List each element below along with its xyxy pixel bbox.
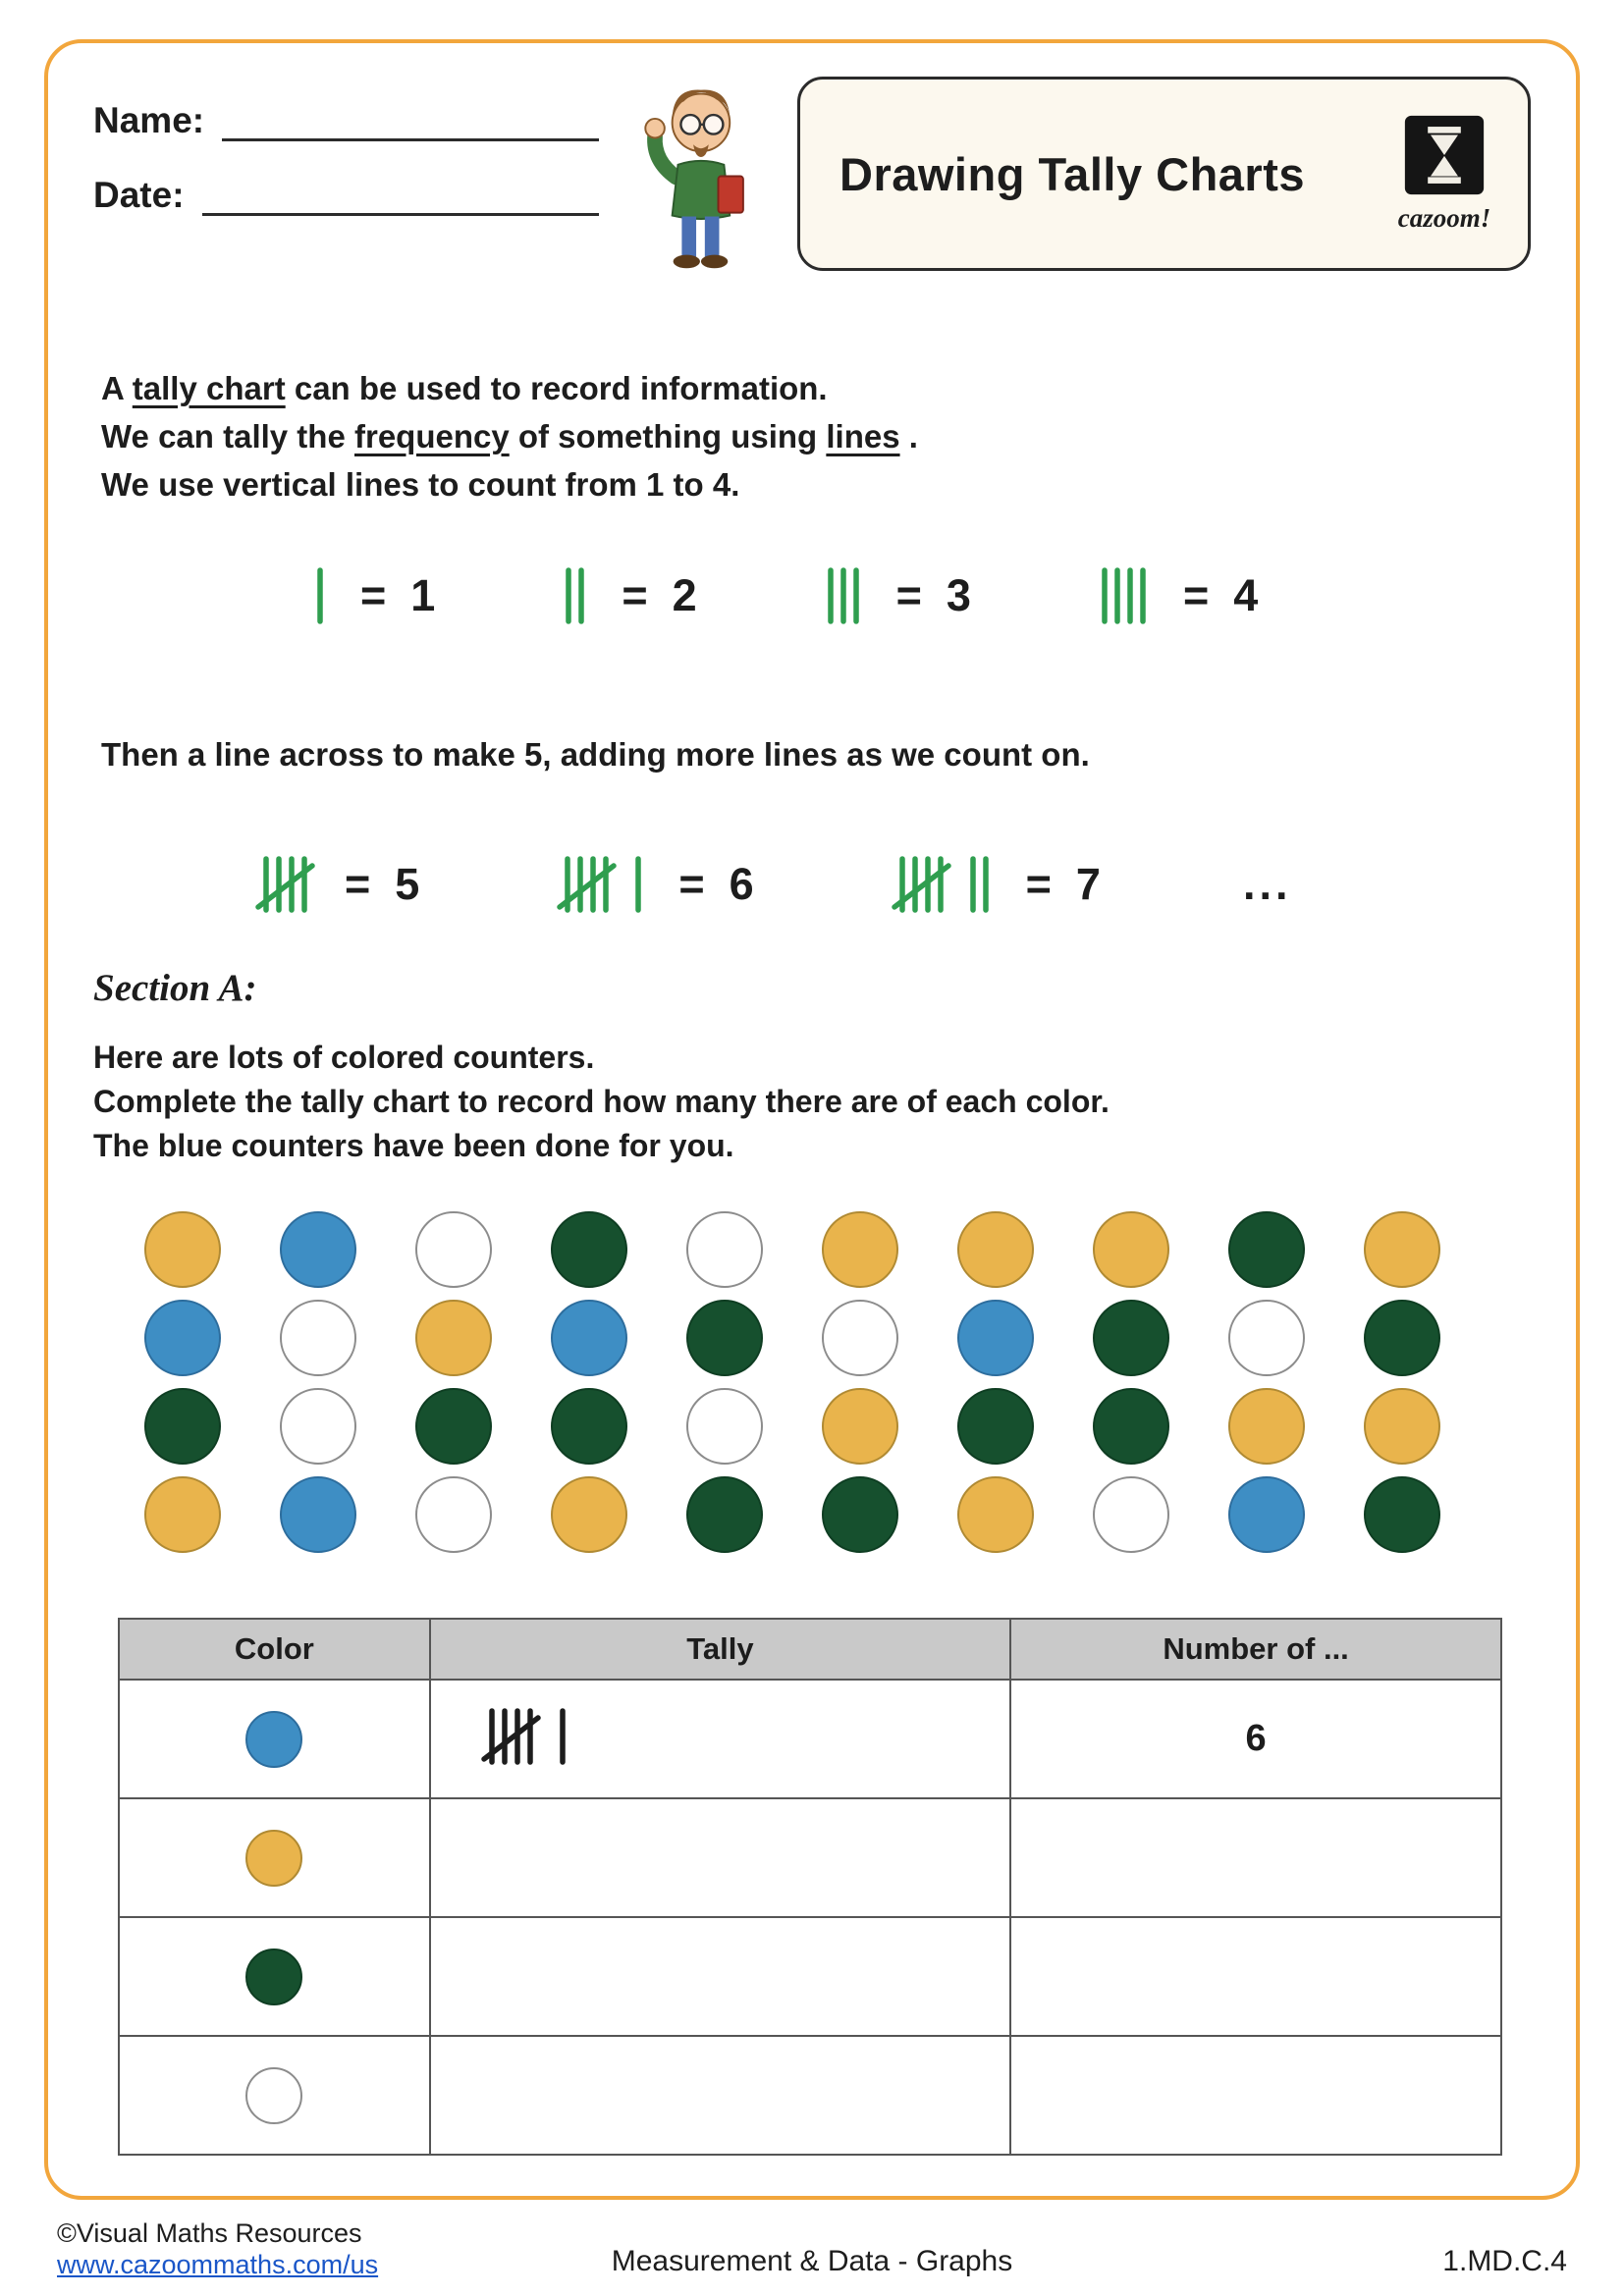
- intro-line-3: We use vertical lines to count from 1 to 4.: [101, 466, 740, 503]
- counter-white: [415, 1476, 492, 1553]
- footer: [57, 2217, 1567, 2280]
- tally-example-2: [563, 566, 696, 625]
- section-a-instructions: [93, 1036, 1531, 1168]
- cell-color-orange: [119, 1798, 430, 1917]
- intro-line-1: A tally chart can be used to record information.: [101, 370, 828, 406]
- tally-value-6: = 6: [678, 859, 754, 909]
- underlined-tally-chart: tally chart: [132, 370, 286, 406]
- tally-marks-1: [314, 566, 339, 625]
- instruction-line-3: The blue counters have been done for you.: [93, 1128, 734, 1163]
- tally-example-3: [825, 566, 971, 625]
- cell-number-orange[interactable]: [1010, 1798, 1501, 1917]
- cell-tally-blue: [430, 1680, 1010, 1798]
- standard-code: 1.MD.C.4: [1442, 2245, 1567, 2277]
- name-label: Name:: [93, 100, 205, 140]
- date-line: [93, 175, 599, 216]
- header: [93, 77, 1531, 278]
- cazoom-logo-text: cazoom!: [1397, 203, 1491, 233]
- counter-green: [957, 1388, 1034, 1465]
- counter-green: [686, 1476, 763, 1553]
- tally-value-5: = 5: [345, 859, 420, 909]
- counter-orange: [957, 1211, 1034, 1288]
- counter-green: [1364, 1476, 1440, 1553]
- tally-marks-2: [563, 566, 600, 625]
- counter-white: [245, 2067, 302, 2124]
- counter-blue: [957, 1300, 1034, 1376]
- tally-marks-4: [1099, 566, 1162, 625]
- counters-grid: [144, 1211, 1440, 1553]
- counter-orange: [144, 1211, 221, 1288]
- counter-orange: [1364, 1388, 1440, 1465]
- cell-number-white[interactable]: [1010, 2036, 1501, 2155]
- counter-blue: [280, 1211, 356, 1288]
- tally-marks-6: [562, 855, 657, 914]
- teacher-illustration: [624, 77, 772, 278]
- footer-topic: Measurement & Data - Graphs: [611, 2245, 1013, 2277]
- counter-green: [1093, 1300, 1169, 1376]
- tally-value-7: = 7: [1025, 859, 1101, 909]
- tally-value-3: = 3: [895, 570, 971, 620]
- tally-marks-7: [896, 855, 1004, 914]
- tally-value-2: = 2: [622, 570, 697, 620]
- tally-value-4: = 4: [1182, 570, 1259, 620]
- counter-orange: [415, 1300, 492, 1376]
- tally-examples-1to4: [93, 565, 1531, 626]
- counter-green: [1364, 1300, 1440, 1376]
- counter-blue: [144, 1300, 221, 1376]
- cazoom-logo-icon: [1403, 114, 1486, 201]
- instruction-line-1: Here are lots of colored counters.: [93, 1040, 595, 1075]
- date-write-line: [202, 177, 599, 216]
- counter-white: [686, 1388, 763, 1465]
- cell-color-blue: [119, 1680, 430, 1798]
- counter-orange: [822, 1211, 898, 1288]
- counter-white: [1093, 1476, 1169, 1553]
- counter-green: [822, 1476, 898, 1553]
- counter-orange: [245, 1830, 302, 1887]
- tally-examples-5plus: [93, 854, 1531, 915]
- name-write-line: [222, 102, 599, 141]
- cell-tally-green[interactable]: [430, 1917, 1010, 2036]
- counter-blue: [1228, 1476, 1305, 1553]
- date-label: Date:: [93, 175, 185, 215]
- cell-number-blue: 6: [1010, 1680, 1501, 1798]
- counter-orange: [1364, 1211, 1440, 1288]
- tally-continuation-ellipsis: ...: [1242, 859, 1292, 909]
- blue-tally-marks: [486, 1707, 581, 1766]
- counter-green: [551, 1211, 627, 1288]
- col-header-color: Color: [119, 1619, 430, 1680]
- tally-value-1: = 1: [360, 570, 436, 620]
- counter-green: [245, 1949, 302, 2005]
- tally-marks-5: [260, 855, 323, 914]
- section-a-heading: Section A:: [93, 967, 257, 1009]
- counter-green: [1228, 1211, 1305, 1288]
- title-box: [797, 77, 1531, 271]
- counter-orange: [957, 1476, 1034, 1553]
- col-header-tally: Tally: [430, 1619, 1010, 1680]
- table-row-blue: [119, 1680, 1501, 1798]
- underlined-frequency: frequency: [353, 418, 510, 454]
- counter-white: [415, 1211, 492, 1288]
- tally-chart-table: [118, 1618, 1502, 2156]
- cazoom-logo: [1386, 114, 1502, 234]
- line-across-text: Then a line across to make 5, adding more lines as we count on.: [101, 736, 1090, 773]
- counter-orange: [1228, 1388, 1305, 1465]
- counter-orange: [822, 1388, 898, 1465]
- copyright-text: ©Visual Maths Resources: [57, 2218, 362, 2248]
- name-line: [93, 100, 599, 141]
- cazoom-url-link[interactable]: www.cazoommaths.com/us: [57, 2250, 379, 2279]
- counter-green: [686, 1300, 763, 1376]
- counter-green: [415, 1388, 492, 1465]
- instruction-line-2: Complete the tally chart to record how many there are of each color.: [93, 1084, 1110, 1119]
- tally-example-6: [562, 855, 753, 914]
- tally-example-5: [260, 855, 419, 914]
- counter-orange: [1093, 1211, 1169, 1288]
- cell-tally-white[interactable]: [430, 2036, 1010, 2155]
- intro-text: [101, 364, 1531, 508]
- counter-orange: [144, 1476, 221, 1553]
- table-header-row: [119, 1619, 1501, 1680]
- table-row-green: [119, 1917, 1501, 2036]
- tally-example-7: [896, 855, 1101, 914]
- counter-green: [551, 1388, 627, 1465]
- counter-green: [1093, 1388, 1169, 1465]
- col-header-number: Number of ...: [1010, 1619, 1501, 1680]
- cell-color-green: [119, 1917, 430, 2036]
- counter-blue: [280, 1476, 356, 1553]
- cell-tally-orange[interactable]: [430, 1798, 1010, 1917]
- counter-blue: [551, 1300, 627, 1376]
- name-date-block: [93, 100, 599, 249]
- intro-line-2: We can tally the frequency of something using lines .: [101, 418, 918, 454]
- counter-white: [280, 1388, 356, 1465]
- counter-orange: [551, 1476, 627, 1553]
- counter-blue: [245, 1711, 302, 1768]
- tally-marks-3: [825, 566, 875, 625]
- counter-green: [144, 1388, 221, 1465]
- table-row-white: [119, 2036, 1501, 2155]
- footer-left: [57, 2217, 612, 2280]
- counter-white: [822, 1300, 898, 1376]
- underlined-lines: lines: [826, 418, 900, 454]
- tally-example-1: [314, 566, 435, 625]
- cell-color-white: [119, 2036, 430, 2155]
- counter-white: [686, 1211, 763, 1288]
- counter-white: [1228, 1300, 1305, 1376]
- counter-white: [280, 1300, 356, 1376]
- table-row-orange: [119, 1798, 1501, 1917]
- tally-example-4: [1099, 566, 1258, 625]
- worksheet-title: Drawing Tally Charts: [839, 147, 1306, 200]
- cell-number-green[interactable]: [1010, 1917, 1501, 2036]
